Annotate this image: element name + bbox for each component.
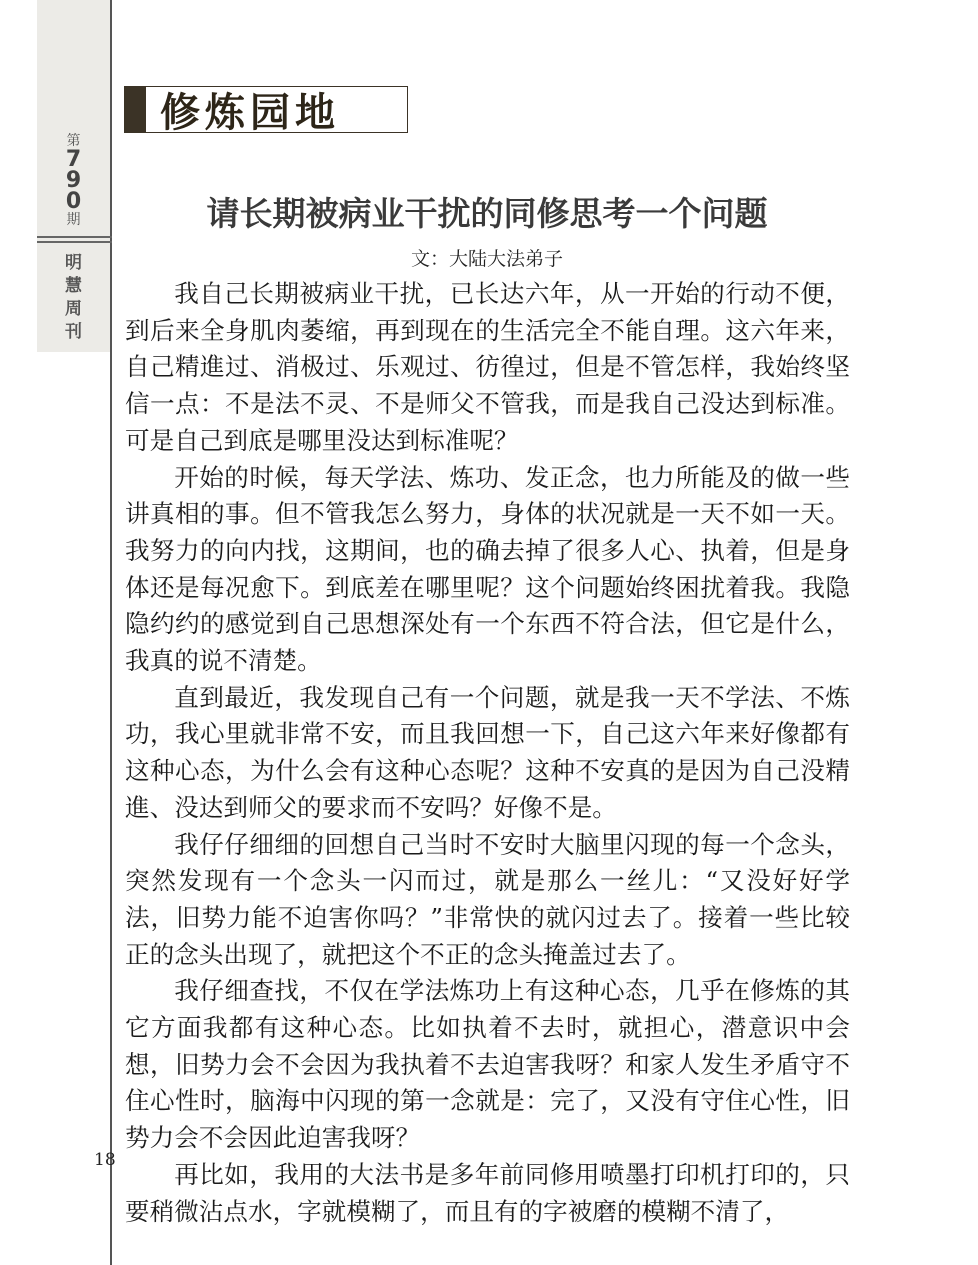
article-body [125,276,850,1230]
issue-number [66,149,81,212]
paragraph: 我仔细查找，不仅在学法炼功上有这种心态，几乎在修炼的其它方面我都有这种心态。比如执着不去时，就担心，潜意识中会想，旧势力会不会因为我执着不去迫害我呀？和家人发生矛盾守不住心性时，脑海中闪现的第一念就是：完了，又没有守住心性，旧势力会不会因此迫害我呀？ [125,976,850,1153]
magazine-char: 明 [65,253,82,273]
magazine-char: 周 [65,299,82,319]
magazine-char: 慧 [65,276,82,296]
issue-digit: 7 [65,147,82,172]
sidebar-divider [37,241,112,243]
column-header-text: 修炼园地 [160,90,340,136]
issue-label [37,0,110,236]
issue-suffix: 期 [66,212,81,228]
paragraph: 开始的时候，每天学法、炼功、发正念，也力所能及的做一些讲真相的事。但不管我怎么努力，身体的状况就是一天不如一天。我努力的向内找，这期间，也的确去掉了很多人心、执着，但是身体还是每况愈下。到底差在哪里呢？这个问题始终困扰着我。我隐隐约约的感觉到自己思想深处有一个东西不符合法，但它是什么，我真的说不清楚。 [125,462,850,676]
page-number: 18 [94,1150,116,1170]
issue-digit: 0 [65,189,82,214]
article-byline: 文：大陆大法弟子 [410,248,563,270]
vertical-rule [110,0,112,1265]
issue-digit: 9 [65,168,82,193]
article-title: 请长期被病业干扰的同修思考一个问题 [206,194,768,233]
magazine-name [37,252,110,344]
paragraph: 直到最近，我发现自己有一个问题，就是我一天不学法、不炼功，我心里就非常不安，而且我回想一下，自己这六年来好像都有这种心态，为什么会有这种心态呢？这种不安真的是因为自己没精進、没达到师父的要求而不安吗？好像不是。 [125,682,850,822]
paragraph: 我仔仔细细的回想自己当时不安时大脑里闪现的每一个念头，突然发现有一个念头一闪而过，就是那么一丝儿：“又没好好学法，旧势力能不迫害你吗？”非常快的就闪过去了。接着一些比较正的念头出现了，就把这个不正的念头掩盖过去了。 [125,829,850,969]
paragraph: 再比如，我用的大法书是多年前同修用喷墨打印机打印的，只要稍微沾点水，字就模糊了，而且有的字被磨的模糊不清了， [125,1159,850,1226]
magazine-char: 刊 [65,322,82,342]
column-header-bar [124,87,146,132]
column-header [124,86,408,136]
issue-prefix: 第 [66,133,81,149]
sidebar-divider [37,236,112,238]
paragraph: 我自己长期被病业干扰，已长达六年，从一开始的行动不便，到后来全身肌肉萎缩，再到现在的生活完全不能自理。这六年来，自己精進过、消极过、乐观过、彷徨过，但是不管怎样，我始终坚信一点：不是法不灵、不是师父不管我，而是我自己没达到标准。可是自己到底是哪里没达到标准呢？ [125,279,850,455]
